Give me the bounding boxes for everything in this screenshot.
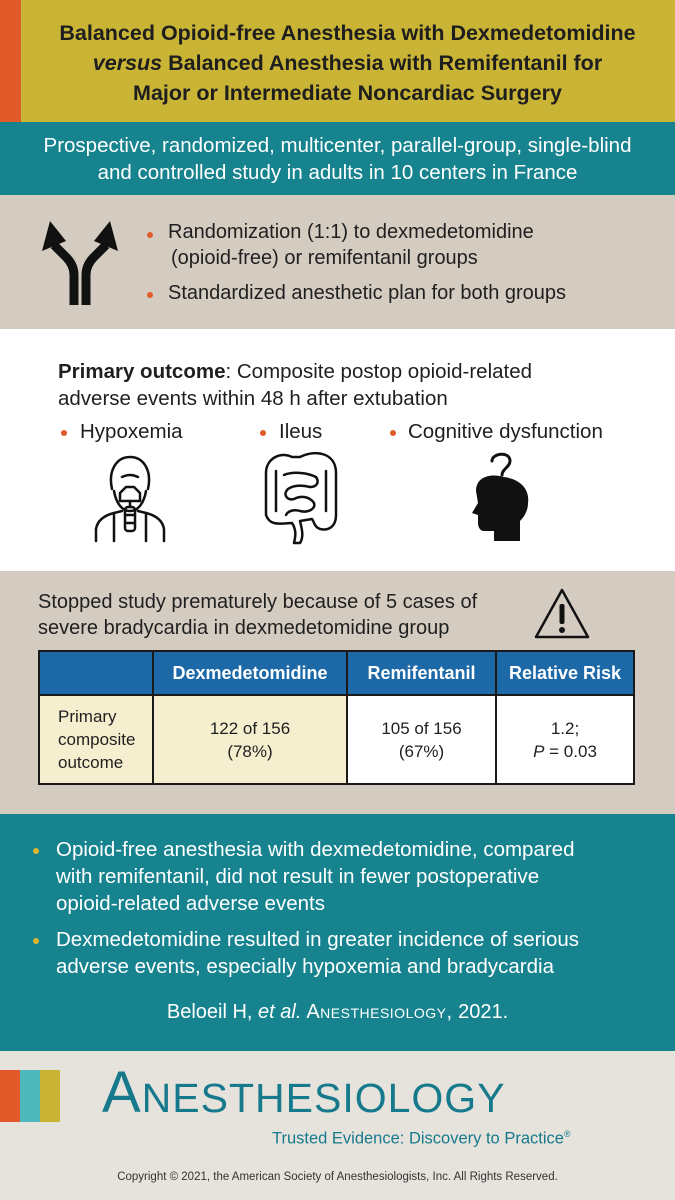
logo-color-bars <box>0 1070 60 1122</box>
bullet-dot <box>61 430 67 436</box>
design-bullet-2: Standardized anesthetic plan for both groups <box>168 282 567 304</box>
journal-tagline <box>272 1129 571 1149</box>
randomization-section <box>0 195 675 329</box>
logo-bar-gold <box>40 1070 60 1122</box>
outcome-item-hypoxemia: Hypoxemia <box>80 420 183 443</box>
page-title <box>28 18 667 108</box>
title-versus: versus <box>92 51 163 75</box>
title-banner <box>0 0 675 122</box>
table-header-row <box>39 651 634 695</box>
conclusion-1-line-2: with remifentanil, did not result in fewer postoperative <box>56 865 540 888</box>
table-cell-dexmedetomidine <box>153 695 347 784</box>
footer <box>0 1051 675 1200</box>
dex-count: 122 of 156 <box>209 718 291 738</box>
table-header-relative-risk: Relative Risk <box>496 651 634 695</box>
citation-journal: Anesthesiology, <box>301 1001 453 1023</box>
primary-outcome-section <box>0 329 675 571</box>
bullet-dot <box>147 292 153 298</box>
design-bullet-1-line-1: Randomization (1:1) to dexmedetomidine <box>168 221 534 243</box>
oxygen-mask-person-icon <box>92 451 168 543</box>
warning-icon <box>533 587 591 641</box>
split-arrow-icon <box>40 217 120 307</box>
copyright: Copyright © 2021, the American Society of Anesthesiologists, Inc. All Rights Reserved. <box>117 1171 558 1183</box>
conclusion-bullet-1 <box>56 836 574 917</box>
remi-percent: (67%) <box>398 741 445 761</box>
conclusion-2-line-2: adverse events, especially hypoxemia and bradycardia <box>56 955 554 978</box>
citation-author: Beloeil H, <box>166 1001 259 1023</box>
outcome-item-cognitive: Cognitive dysfunction <box>408 420 603 443</box>
subtitle-line-2: and controlled study in adults in 10 centers in France <box>97 161 578 184</box>
bullet-dot <box>33 848 39 854</box>
logo-bar-orange <box>0 1070 20 1122</box>
logo-bar-teal <box>20 1070 40 1122</box>
row-label-line-3: outcome <box>58 753 124 772</box>
stopped-line-1: Stopped study prematurely because of 5 cases of <box>38 591 478 613</box>
title-line-2 <box>28 48 667 78</box>
bullet-dot <box>390 430 396 436</box>
intestines-icon <box>260 449 340 545</box>
primary-outcome-desc-1: : Composite postop opioid-related <box>225 360 533 383</box>
p-value-number: = 0.03 <box>544 741 597 761</box>
citation <box>0 1001 675 1024</box>
relative-risk-value: 1.2; <box>550 718 580 738</box>
subtitle-line-1: Prospective, randomized, multicenter, parallel-group, single-blind <box>43 134 632 157</box>
conclusion-bullet-2 <box>56 926 579 980</box>
conclusion-1-line-1: Opioid-free anesthesia with dexmedetomidine, compared <box>56 838 575 861</box>
table-header-remifentanil: Remifentanil <box>347 651 496 695</box>
bullet-dot <box>33 938 39 944</box>
table-header-empty <box>39 651 153 695</box>
table-cell-remifentanil <box>347 695 496 784</box>
row-label-line-2: composite <box>58 730 136 749</box>
primary-outcome-label: Primary outcome <box>58 360 226 383</box>
conclusion-1-line-3: opioid-related adverse events <box>56 892 325 915</box>
title-line-3: Major or Intermediate Noncardiac Surgery <box>133 81 562 105</box>
results-table <box>38 650 635 785</box>
primary-outcome-text <box>58 358 618 412</box>
bullet-dot <box>147 232 153 238</box>
registered-mark: ® <box>563 1129 571 1139</box>
p-value <box>498 740 632 763</box>
stopped-study-note <box>38 589 528 641</box>
table-row <box>39 695 634 784</box>
bullet-dot <box>260 430 266 436</box>
primary-outcome-desc-2: adverse events within 48 h after extubation <box>58 387 448 410</box>
table-cell-relative-risk <box>496 695 634 784</box>
table-header-dexmedetomidine: Dexmedetomidine <box>153 651 347 695</box>
citation-etal: et al. <box>258 1001 302 1023</box>
title-accent-stripe <box>0 0 21 122</box>
citation-year: 2021. <box>452 1001 509 1023</box>
conclusion-2-line-1: Dexmedetomidine resulted in greater incidence of serious <box>56 928 580 951</box>
table-row-label <box>39 695 153 784</box>
journal-logo: Anesthesiology <box>102 1060 506 1125</box>
tagline-text: Trusted Evidence: Discovery to Practice <box>272 1129 564 1148</box>
title-line-2-rest: Balanced Anesthesia with Remifentanil for <box>162 51 603 75</box>
stopped-line-2: severe bradycardia in dexmedetomidine group <box>38 617 450 639</box>
conclusions-section <box>0 814 675 1051</box>
remi-count: 105 of 156 <box>381 718 462 738</box>
design-bullet-1 <box>168 219 534 271</box>
p-symbol: P <box>533 741 545 761</box>
title-line-1: Balanced Opioid-free Anesthesia with Dexmedetomidine <box>59 21 636 45</box>
study-design-banner <box>0 122 675 195</box>
study-description <box>10 132 665 186</box>
design-bullet-1-line-2: (opioid-free) or remifentanil groups <box>171 247 478 269</box>
results-section <box>0 571 675 814</box>
outcome-item-ileus: Ileus <box>279 420 323 443</box>
row-label-line-1: Primary <box>58 707 117 726</box>
head-question-icon <box>466 451 538 545</box>
dex-percent: (78%) <box>227 741 273 761</box>
